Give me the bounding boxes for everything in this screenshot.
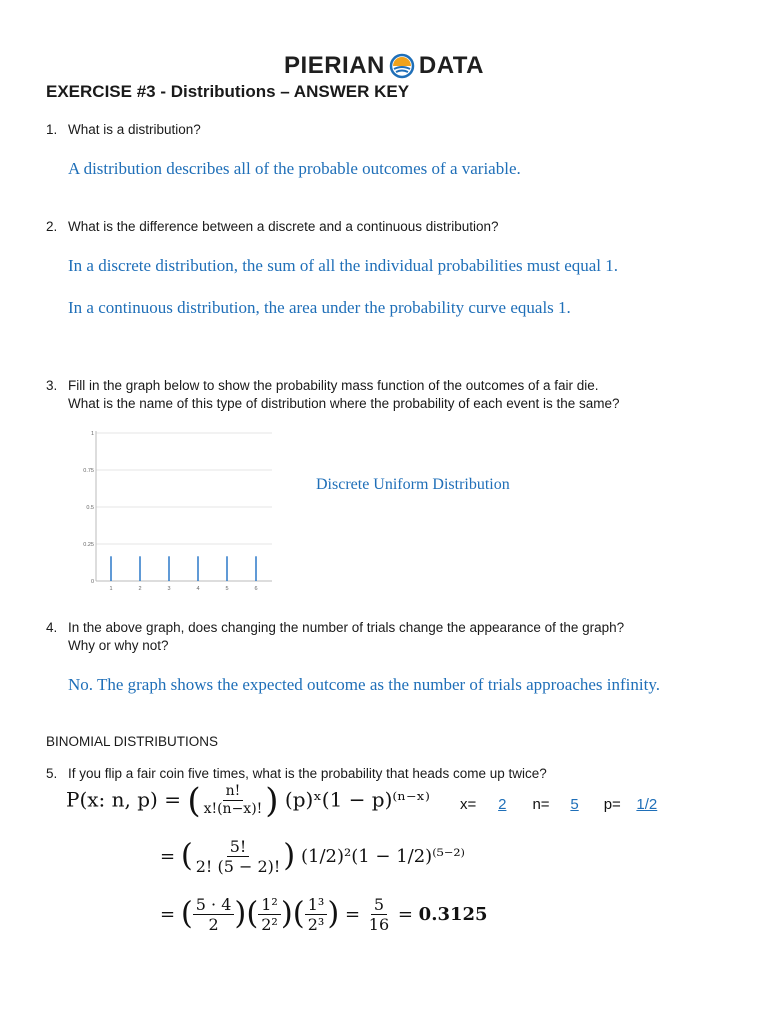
logo-text-left: PIERIAN [284, 52, 385, 79]
fraction-numerator: 5! [227, 838, 250, 857]
question-number: 5. [46, 766, 58, 781]
question-text-2: Why or why not? [68, 638, 169, 653]
question-text: Fill in the graph below to show the probability mass function of the outcomes of a fair die. [68, 378, 599, 393]
question-number: 3. [46, 378, 58, 393]
question-number: 2. [46, 219, 58, 234]
fraction-denominator: 2³ [307, 914, 325, 934]
x-tick-label: 2 [138, 586, 142, 592]
x-label: x= [460, 796, 477, 813]
y-tick-label: 0.5 [86, 505, 94, 511]
formula-line-2: = ( $\frac{5!}{2! (5 - 2)!}$ ) (1/2)²(1 − 1/2)⁽⁵⁻²⁾ [160, 837, 465, 876]
x-tick-label: 3 [167, 586, 171, 592]
section-title: BINOMIAL DISTRIBUTIONS [46, 734, 219, 749]
fraction-numerator: 1³ [305, 896, 328, 915]
globe-icon [389, 53, 415, 79]
fraction-numerator: n! [223, 784, 244, 800]
logo-text-right: DATA [418, 52, 484, 79]
x-tick-label: 4 [196, 586, 200, 592]
n-label: n= [532, 796, 550, 813]
question-number: 4. [46, 620, 58, 635]
x-tick-label: 5 [225, 586, 229, 592]
fraction-denominator: 16 [368, 914, 390, 934]
pmf-chart [80, 425, 280, 597]
question-text: What is a distribution? [68, 122, 201, 137]
question-text: If you flip a fair coin five times, what is the probability that heads come up twice? [68, 766, 547, 781]
fraction-denominator: x!(n−x)! [203, 800, 263, 817]
answer-2a: In a discrete distribution, the sum of all the individual probabilities must equal 1. [68, 256, 619, 275]
question-4 [46, 619, 728, 655]
answer-3: Discrete Uniform Distribution [316, 476, 510, 493]
fraction-numerator: 5 [371, 896, 387, 915]
y-tick-label: 0.25 [83, 542, 94, 548]
y-tick-label: 0.75 [83, 468, 94, 474]
answer-1: A distribution describes all of the probable outcomes of a variable. [68, 159, 521, 178]
pierian-data-logo [0, 52, 768, 80]
fraction-numerator: 5 · 4 [193, 896, 235, 915]
x-value: 2 [498, 796, 507, 813]
formula-rest: (p)ˣ(1 − p)⁽ⁿ⁻ˣ⁾ [284, 787, 430, 812]
question-number: 1. [46, 122, 58, 137]
fraction-denominator: 2! (5 − 2)! [195, 856, 281, 876]
question-text: In the above graph, does changing the number of trials change the appearance of the graph? [68, 620, 625, 635]
y-tick-label: 1 [90, 431, 94, 437]
question-3 [46, 377, 728, 413]
formula-result: 0.3125 [418, 903, 488, 925]
question-text-2: What is the name of this type of distribution where the probability of each event is the same? [68, 396, 620, 411]
fraction-numerator: 1² [258, 896, 281, 915]
x-tick-label: 1 [109, 586, 113, 592]
fraction-denominator: 2 [208, 914, 219, 934]
answer-4: No. The graph shows the expected outcome as the number of trials approaches infinity. [68, 675, 660, 694]
question-1 [46, 121, 728, 139]
answer-2b: In a continuous distribution, the area under the probability curve equals 1. [68, 298, 571, 317]
p-value: 1/2 [636, 796, 658, 813]
n-value: 5 [570, 796, 579, 813]
y-tick-label: 0 [90, 579, 94, 585]
fraction-denominator: 2² [261, 914, 278, 934]
parameter-values [460, 796, 673, 813]
question-5 [46, 765, 728, 783]
formula-lhs: P(x: n, p) = [66, 787, 181, 812]
page-title: EXERCISE #3 - Distributions – ANSWER KEY [46, 82, 410, 101]
formula-rest: (1/2)²(1 − 1/2)⁽⁵⁻²⁾ [300, 845, 465, 867]
p-label: p= [603, 796, 621, 813]
question-text: What is the difference between a discrete and a continuous distribution? [68, 219, 499, 234]
formula-line-1: P(x: n, p) = ( $\frac{n!}{x!(n-x)!}$ ) (p)ˣ(1 − p)⁽ⁿ⁻ˣ⁾ [66, 781, 430, 821]
question-2 [46, 218, 728, 236]
x-tick-label: 6 [254, 586, 258, 592]
formula-line-3: = ( $\frac{5 \cdot 4}{2}$ )( $\frac{\text{1²}}{\text{2²}}$ )( $\frac{\text{1³}}{\text{2³}}$ ) = $\frac{5}{16}$ = 0.3125 [160, 895, 488, 934]
